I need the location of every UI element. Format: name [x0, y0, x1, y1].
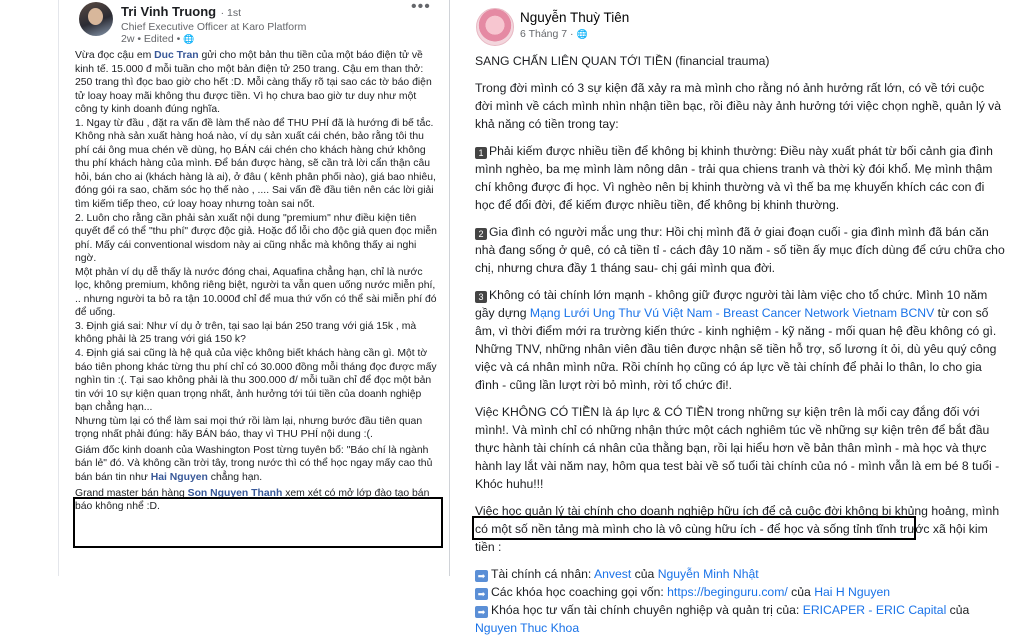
- post-meta: [121, 33, 306, 45]
- resource-list: [475, 565, 1005, 637]
- post-meta: [520, 28, 629, 40]
- post-title: SANG CHẤN LIÊN QUAN TỚI TIỀN (financial trauma): [475, 54, 770, 68]
- keycap-2-icon: 2: [475, 228, 487, 240]
- page-link[interactable]: Nguyễn Minh Nhật: [657, 567, 759, 581]
- post-time: 2w • Edited •: [121, 33, 181, 45]
- list-item: ➡ Tài chính cá nhân: Anvest của Nguyễn Minh Nhật: [475, 565, 1005, 583]
- right-post: [458, 0, 1024, 635]
- paragraph: Giám đốc kinh doanh của Washington Post từng tuyên bố: "Báo chí là ngành bán lẻ" đó. Và không cần trời tây, trong nước thì có thể học ngay mấy cao thủ bán bán tin như Hai Nguyen chẳng hạn.: [75, 444, 433, 483]
- paragraph: Một phản ví dụ dễ thấy là nước đóng chai, Aquafina chẳng hạn, chỉ là nước lọc, không premium, không riêng biệt, người ta vẫn quen uống nước miễn phí, .. nhưng người ta bỏ ra tận 10.000đ chỉ để mua thứ vốn có thể sài miễn phí đó để uống.: [75, 266, 437, 319]
- arrow-right-icon: ➡: [475, 606, 488, 618]
- paragraph: Grand master bán hàng Son Nguyen Thanh xem xét có mở lớp đào tạo bán báo không nhể :D.: [75, 487, 430, 513]
- paragraph: 2. Luôn cho rằng cần phải sản xuất nội dung "premium" như điều kiện tiên quyết để có thể "thu phí" được độc giả. Hoặc đổ lỗi cho độc giả quen đọc miễn phí. Mấy cái conventional wisdom này ai cũng nhắc mà không thấy ai nghi ngờ.: [75, 212, 437, 265]
- list-item: ➡ Các khóa học coaching gọi vốn: https://beginguru.com/ của Hai H Nguyen: [475, 583, 1005, 601]
- globe-icon: 🌐: [183, 34, 195, 44]
- post-date[interactable]: 6 Tháng 7 ·: [520, 28, 574, 40]
- author-headline: Chief Executive Officer at Karo Platform: [121, 21, 307, 33]
- highlight-box: [73, 497, 443, 548]
- url-link[interactable]: https://beginguru.com/: [667, 585, 788, 599]
- mention-link[interactable]: Hai Nguyen: [150, 471, 208, 483]
- author-avatar[interactable]: [476, 8, 514, 46]
- mention-link[interactable]: Son Nguyen Thanh: [187, 487, 283, 499]
- post-body: [475, 52, 1005, 637]
- post-header: [121, 3, 306, 45]
- paragraph: Vừa đọc cậu em Duc Tran gửi cho một bản thu tiền của một báo điện tử về kinh tế. 15.000 đ mỗi tuần cho một bản điện tử 250 trang. Cậu em than thở: 250 trang thì đọc bao giờ cho hết :D. Mỗi càng thấy rõ tại sao các tờ báo điện tử loay hoay mãi không thu được tiền. Vì họ chưa bao giờ tư duy như một công ty kinh doanh đúng nghĩa.: [75, 50, 432, 116]
- page-link[interactable]: ERICAPER - ERIC Capital: [802, 603, 947, 617]
- list-item: [475, 619, 1005, 637]
- page-link[interactable]: Nguyen Thuc Khoa: [475, 621, 580, 635]
- list-item: ➡ Khóa học tư vấn tài chính chuyên nghiệp và quản trị của: ERICAPER - ERIC Capital của: [475, 601, 1005, 619]
- keycap-3-icon: 3: [475, 291, 487, 303]
- paragraph: 1. Ngay từ đầu , đặt ra vấn đề làm thế nào để THU PHÍ đã là hướng đi bế tắc. Không nhà sản xuất hàng hoá nào, ví dụ sản xuất cái chén, bảo rằng tôi thu phí cái ông mua chén về dùng, họ BÁN cái chén cho khách hàng chứ không thu phí khách hàng của mình. Để bán được hàng, sẽ cần trả lời cẩn thận câu hỏi, bán cho ai (khách hàng là ai), ở đâu ( kênh phân phối nào), giá bao nhiêu, đóng gói ra sao, chăm sóc họ thế nào , .... Sai vấn đề đầu tiên nên các lời giải tìm kiếm tiếp theo, cứ loay hoay nhưng toàn sai nốt.: [75, 117, 436, 211]
- list-item: 2 Gia đình có người mắc ung thư: Hồi chị mình đã ở giai đoạn cuối - gia đình mình đã bán căn nhà đang sống ở quê, có cả tiền tỉ - cách đây 10 năm - số tiền ấy mục đích dùng để cứu chữa cho chị, nhưng chưa đầy 1 tháng sau- chị gái mình qua đời.: [475, 225, 1005, 275]
- paragraph: 3. Định giá sai: Như ví dụ ở trên, tại sao lại bán 250 trang với giá 15k , mà không phải là 25 trang với giá 150 k?: [75, 320, 417, 346]
- paragraph: Trong đời mình có 3 sự kiện đã xảy ra mà mình cho rằng nó ảnh hưởng rất lớn, có về tới cuộc đời mình về cách mình nhìn nhận tiền bạc, rồi điều này ảnh hưởng tới việc chọn nghề, quản lý và khả năng có tiền trong tay:: [475, 81, 1002, 131]
- author-name[interactable]: Tri Vinh Truong: [121, 4, 217, 19]
- paragraph: 4. Định giá sai cũng là hệ quả của việc không biết khách hàng cần gì. Một tờ báo tiên phong khác từng thu phí chỉ có 30.000 đồng mỗi tháng đọc được mấy nghìn tin :(. Tại sao không phải là thu 300.000 đ/ mỗi tuần chỉ để đọc một bản tin với 10 sự kiện quan trọng nhất, ảnh hưởng tới túi tiền của doanh nghiệp bạn chẳng hạn...: [75, 348, 437, 414]
- keycap-1-icon: 1: [475, 147, 487, 159]
- paragraph: Việc KHÔNG CÓ TIỀN là áp lực & CÓ TIỀN trong những sự kiện trên là mối cay đắng đối với mình!. Và mình chỉ có những nhận thức một cách nghiêm túc về những sự kiện trên để bắt đầu thực hành tài chính cá nhân của thằng bạn, rồi lại hiểu hơn về bản thân mình - mà học và thực hành lay lắt vài năm nay, hôm qua test bài về số tuổi tài chính của nó - mình vẫn là em bé 8 tuổi - Khóc huhu!!!: [475, 405, 1000, 491]
- post-header: [520, 10, 629, 40]
- page-link[interactable]: Anvest: [594, 567, 632, 581]
- page-link[interactable]: Hai H Nguyen: [814, 585, 891, 599]
- mention-link[interactable]: Duc Tran: [154, 50, 199, 61]
- arrow-right-icon: ➡: [475, 570, 488, 582]
- paragraph: Việc học quản lý tài chính cho doanh nghiệp hữu ích để cả cuộc đời không bị khủng hoảng, mình có một số nền tảng mà mình cho là vô cùng hữu ích - để học và sống tỉnh tĩnh trước xã hội kim tiền :: [475, 504, 1000, 554]
- left-post: [58, 0, 450, 576]
- highlight-box: [472, 516, 916, 540]
- paragraph: Nhưng tùm lại có thể làm sai mọi thứ rồi làm lại, nhưng bước đầu tiên quan trọng nhất phải đúng: hãy BÁN báo, thay vì THU PHÍ nội dung :(.: [75, 415, 423, 441]
- list-item: 3 Không có tài chính lớn mạnh - không giữ được người tài làm việc cho tổ chức. Mình 10 năm gầy dựng Mạng Lưới Ung Thư Vú Việt Nam - Breast Cancer Network Vietnam BCNV từ con số âm, vì thời điểm mới ra trường kiến thức - kinh nghiệm - kỹ năng - mối quan hệ đều không có gì. Những TNV, những nhân viên đầu tiên được nhận sẽ tiền hỗ trợ, số lương ít ỏi, dù yêu quý công việc và cá nhân mình nữa. Rồi chính họ cũng có áp lực về tài chính để phải lo thân, lo cho gia đình - cũng lần lượt rời bỏ mình, rời tổ chức đi!.: [475, 288, 997, 392]
- post-body: [75, 49, 437, 514]
- author-avatar[interactable]: [79, 2, 113, 36]
- author-name[interactable]: Nguyễn Thuỳ Tiên: [520, 10, 630, 25]
- globe-icon: 🌐: [576, 29, 588, 39]
- more-options-icon[interactable]: •••: [411, 0, 431, 15]
- page-link[interactable]: Mạng Lưới Ung Thư Vú Việt Nam - Breast Cancer Network Vietnam BCNV: [529, 306, 935, 320]
- connection-degree: · 1st: [220, 7, 241, 19]
- arrow-right-icon: ➡: [475, 588, 488, 600]
- list-item: 1 Phải kiếm được nhiều tiền để không bị khinh thường: Điều này xuất phát từ bối cảnh gia đình mình nghèo, ba mẹ mình làm nông dân - trải qua chiens tranh và thời kỳ đói khổ. Mẹ mình thậm chí không được đi học. Vì nghèo nên bị khinh thường và vì thế ba mẹ khuyến khích các con đi học để đổi đời, để kiếm được nhiều tiền, để không bị khinh thường.: [475, 144, 993, 212]
